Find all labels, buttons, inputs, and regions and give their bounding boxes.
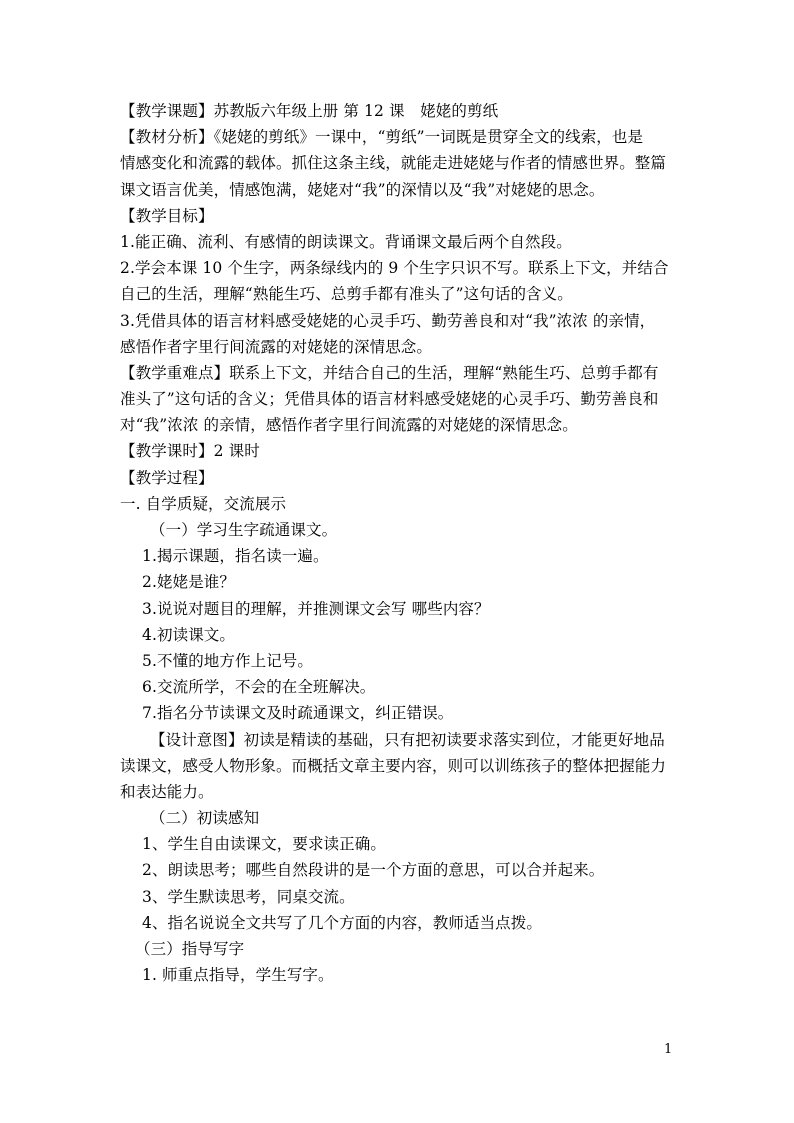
writing-step-1: 1. 师重点指导，学生写字。 [142,966,334,985]
key-points-line-2: 准头了”这句话的含义；凭借具体的语言材料感受姥姥的心灵手巧、勤劳善良和 [120,390,659,409]
reading-step-4: 4、指名说说全文共写了几个方面的内容，教师适当点拨。 [142,913,542,932]
goal-3-line-1: 3.凭借具体的语言材料感受姥姥的心灵手巧、勤劳善良和对“我”浓浓 的亲情， [120,311,656,330]
step-7: 7.指名分节读课文及时疏通课文，纠正错误。 [142,704,454,723]
design-intent-line-3: 和表达能力。 [120,782,214,801]
step-5: 5.不懂的地方作上记号。 [142,651,313,670]
lesson-title-line: 【教学课题】苏教版六年级上册 第 12 课 姥姥的剪纸 [120,102,499,120]
reading-step-1: 1、学生自由读课文，要求读正确。 [142,835,386,854]
step-4: 4.初读课文。 [142,625,235,644]
page-number: 1 [664,1042,673,1057]
step-6: 6.交流所学，不会的在全班解决。 [142,678,376,697]
teaching-goals-heading: 【教学目标】 [120,206,214,225]
material-analysis-line-1: 【教材分析】《姥姥的剪纸》一课中，“剪纸”一词既是贯穿全文的线索，也是 [120,128,644,147]
design-intent-line-2: 读课文，感受人物形象。而概括文章主要内容，则可以训练孩子的整体把握能力 [120,756,667,775]
goal-2-line-1: 2.学会本课 10 个生字，两条绿线内的 9 个生字只识不写。联系上下文，并结合 [120,259,669,278]
step-3: 3.说说对题目的理解，并推测课文会写 哪些内容？ [142,599,490,618]
subsection-1-heading: （一）学习生字疏通课文。 [150,521,338,539]
step-2: 2.姥姥是谁？ [142,573,235,592]
goal-1: 1.能正确、流利、有感情的朗读课文。背诵课文最后两个自然段。 [120,232,572,251]
key-points-line-1: 【教学重难点】联系上下文，并结合自己的生活，理解“熟能生巧、总剪手都有 [120,363,659,382]
material-analysis-line-3: 课文语言优美，情感饱满，姥姥对“我”的深情以及“我”对姥姥的思念。 [120,180,605,199]
reading-step-3: 3、学生默读思考，同桌交流。 [142,887,355,906]
reading-step-2: 2、朗读思考；哪些自然段讲的是一个方面的意思，可以合并起来。 [142,861,605,880]
material-analysis-line-2: 情感变化和流露的载体。抓住这条主线，就能走进姥姥与作者的情感世界。整篇 [120,154,667,173]
design-intent-line-1: 【设计意图】初读是精读的基础，只有把初读要求落实到位，才能更好地品 [150,730,665,749]
key-points-line-3: 对“我”浓浓 的亲情，感悟作者字里行间流露的对姥姥的深情思念。 [120,416,578,435]
class-hours-line: 【教学课时】2 课时 [120,442,260,461]
section-1-heading: 一. 自学质疑，交流展示 [120,494,287,513]
step-1: 1.揭示课题，指名读一遍。 [142,547,329,566]
subsection-3-heading: （三）指导写字 [135,940,245,958]
teaching-process-heading: 【教学过程】 [120,468,214,487]
subsection-2-heading: （二）初读感知 [150,809,260,828]
goal-3-line-2: 感悟作者字里行间流露的对姥姥的深情思念。 [120,337,433,356]
goal-2-line-2: 自己的生活，理解“熟能生巧、总剪手都有准头了”这句话的含义。 [120,285,573,304]
document-body [120,98,680,988]
